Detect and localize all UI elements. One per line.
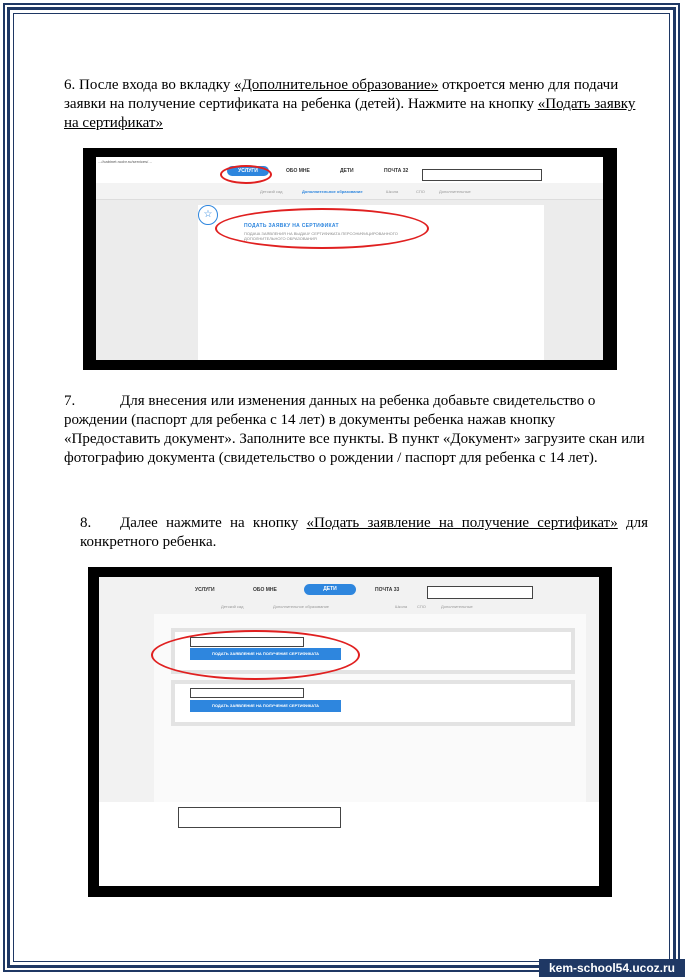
address-bar-url: ...//cabinet.ruobr.ru/services/… (98, 159, 153, 164)
nav-mail-label: ПОЧТА (375, 587, 393, 593)
highlight-apply-button (151, 630, 360, 680)
step-7-number: 7. (64, 393, 76, 409)
screenshot-1-screen (96, 157, 603, 360)
child-name-redaction (190, 688, 304, 698)
subnav-kindergarten[interactable]: Детский сад (260, 189, 283, 194)
site-watermark: kem-school54.ucoz.ru (539, 959, 685, 977)
nav-about-tab[interactable]: ОБО МНЕ (286, 168, 310, 174)
subnav-extra[interactable]: Дополнительные (439, 189, 471, 194)
subnav-spo[interactable]: СПО (416, 189, 425, 194)
step-8-paragraph (80, 514, 648, 552)
redaction-box (178, 807, 341, 828)
nav-children-tab[interactable]: ДЕТИ (304, 584, 356, 595)
mail-count-badge: 32 (402, 168, 409, 174)
nav-mail-label: ПОЧТА (384, 168, 402, 174)
redaction-box (427, 586, 533, 599)
step-6-middle: откроется меню для подачи заявки на получение сертификата на ребенка (детей). Нажмите на кнопку (64, 77, 619, 112)
apply-certificate-button[interactable]: ПОДАТЬ ЗАЯВЛЕНИЕ НА ПОЛУЧЕНИЕ СЕРТИФИКАТА (190, 700, 341, 712)
subnav-additional-education[interactable]: Дополнительное образование (302, 189, 363, 194)
subnav-kindergarten[interactable]: Детский сад (221, 604, 244, 609)
child-card (171, 680, 575, 726)
apply-for-certificate-link[interactable]: «Подать заявление на получение сертификат» (306, 515, 618, 531)
step-7-text: Для внесения или изменения данных на ребенка добавьте свидетельство о рождении (паспорт для ребенка с 14 лет) в документы ребенка нажав кнопку «Предоставить документ». Заполните все пункты. В пункт «Документ» загрузите скан или фотографию документа (свидетельство о рождении / паспорт для ребенка с 14 лет). (64, 393, 645, 466)
redaction-box (422, 169, 542, 181)
nav-children-tab[interactable]: ДЕТИ (340, 168, 354, 174)
step-7-paragraph (64, 392, 649, 468)
subnav-school[interactable]: Школа (395, 604, 408, 609)
top-navigation (96, 157, 603, 183)
star-icon: ☆ (198, 205, 218, 225)
nav-mail-tab[interactable] (384, 168, 408, 174)
additional-education-link[interactable]: «Дополнительное образование» (234, 77, 439, 93)
screenshot-services-menu (83, 148, 617, 370)
highlight-services-tab (220, 165, 272, 184)
apply-certificate-description: ПОДАЧА ЗАЯВЛЕНИЯ НА ВЫДАЧУ СЕРТИФИКАТА ПЕРСОНИФИЦИРОВАННОГО ДОПОЛНИТЕЛЬНОГО ОБРАЗОВАНИЯ (244, 231, 398, 241)
screenshot-children-page (88, 567, 612, 897)
step-6-paragraph (64, 76, 636, 133)
step-8-lead: Далее нажмите на кнопку (120, 515, 307, 531)
step-8-number: 8. (80, 515, 92, 531)
step-6-lead: 6. После входа во вкладку (64, 77, 235, 93)
sub-navigation (96, 183, 603, 200)
apply-certificate-button[interactable]: ПОДАТЬ ЗАЯВЛЕНИЕ НА ПОЛУЧЕНИЕ СЕРТИФИКАТА (190, 648, 341, 660)
mail-count-badge: 33 (393, 587, 400, 593)
subnav-extra[interactable]: Дополнительные (441, 604, 473, 609)
nav-services-tab[interactable]: УСЛУГИ (195, 587, 215, 593)
nav-services-tab[interactable]: УСЛУГИ (227, 166, 269, 176)
subnav-additional-education[interactable]: Дополнительное образование (273, 604, 330, 609)
nav-mail-tab[interactable] (375, 587, 399, 593)
screenshot-2-screen (99, 577, 599, 886)
apply-certificate-link[interactable]: «Подать заявку на сертификат» (64, 96, 636, 131)
nav-about-tab[interactable]: ОБО МНЕ (253, 587, 277, 593)
step-8-tail: для конкретного ребенка. (80, 515, 648, 550)
apply-certificate-title[interactable]: ПОДАТЬ ЗАЯВКУ НА СЕРТИФИКАТ (244, 223, 339, 229)
subnav-school[interactable]: Школа (386, 189, 399, 194)
highlight-apply-certificate (215, 208, 429, 249)
subnav-spo[interactable]: СПО (417, 604, 426, 609)
